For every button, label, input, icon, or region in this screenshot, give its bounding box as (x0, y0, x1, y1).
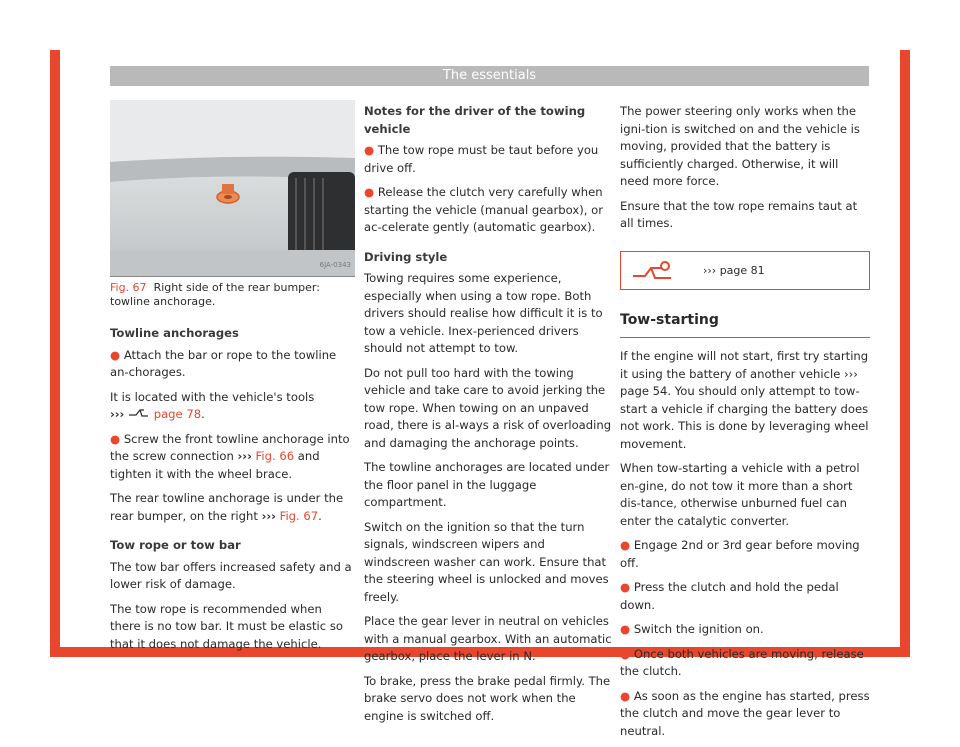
manual-icon (631, 258, 675, 282)
bullet-rope-taut: ● The tow rope must be taut before you drive off. (364, 143, 599, 175)
para-style-6: To brake, press the brake pedal firmly. The brake servo does not work when the engine is switched off. (364, 673, 611, 723)
heading-towline-anchorages: Towline anchorages (110, 326, 239, 340)
page-header: The essentials (110, 66, 869, 86)
bullet-release: ● Once both vehicles are moving, release the clutch. (620, 646, 864, 678)
bullet-press-clutch: ● Press the clutch and hold the pedal down. (620, 580, 839, 612)
column-middle (364, 103, 614, 732)
para-rope-1: The tow bar offers increased safety and a lower risk of damage. (110, 559, 352, 591)
para-style-1: Towing requires some experience, especially when using a tow rope. Both drivers should realise how difficult it is to tow a vehicle. Inex-perienced drivers should not attempt to tow. (364, 271, 603, 355)
figure-code: 6JA-0343 (319, 260, 351, 269)
column-right (620, 103, 870, 747)
para-style-2: Do not pull too hard with the towing vehicle and take care to avoid jerking the tow rope. When towing on an unpaved road, there is al-ways a risk of overloading and damaging the anchorage points. (364, 365, 612, 450)
tools-icon (128, 408, 150, 418)
heading-tow-rope: Tow rope or tow bar (110, 538, 241, 552)
bullet-attach: ● Attach the bar or rope to the towline an-chorages. (110, 347, 337, 379)
para-style-3: The towline anchorages are located under the floor panel in the luggage compartment. (364, 460, 610, 509)
para-tow-start-1: If the engine will not start, first try starting it using the battery of another vehicle ››› page 54. You should only attempt to tow-start a vehicle if charging the battery does not work. This is done by leveraging wheel movement. (620, 349, 869, 451)
para-tow-start-2: When tow-starting a vehicle with a petrol en-gine, do not tow it more than a short dis-tance, otherwise unburned fuel can enter the catalytic converter. (620, 461, 860, 528)
bullet-screw: ● Screw the front towline anchorage into the screw connection ››› Fig. 66 and tighten it with the wheel brace. (110, 431, 350, 481)
bullet-release-clutch: ● Release the clutch very carefully when starting the vehicle (manual gearbox), or ac-celerate gently (automatic gearbox). (364, 185, 604, 234)
figure-caption-text: Right side of the rear bumper: towline anchorage. (110, 281, 320, 308)
bullet-engage-gear: ● Engage 2nd or 3rd gear before moving off. (620, 538, 860, 570)
link-fig-66[interactable]: Fig. 66 (255, 449, 295, 463)
para-style-4: Switch on the ignition so that the turn signals, windscreen wipers and windscreen washer can work. Ensure that the steering wheel is unlocked and moves freely. (364, 519, 609, 604)
bullet-ignition-on: ● Switch the ignition on. (620, 622, 764, 636)
heading-driving-style: Driving style (364, 249, 448, 264)
para-rear-anchorage: The rear towline anchorage is under the rear bumper, on the right ››› Fig. 67. (110, 491, 344, 523)
para-style-5: Place the gear lever in neutral on vehicles with a manual gearbox. With an automatic gearbox, place the lever in N. (364, 614, 612, 663)
heading-notes-driver: Notes for the driver of the towing vehicle (364, 104, 586, 136)
para-tools: It is located with the vehicle's tools ››› page 78. (110, 389, 315, 421)
section-tow-starting: Tow-starting (620, 312, 870, 339)
column-left (110, 100, 355, 660)
page-content (60, 50, 900, 738)
figure-label: Fig. 67 (110, 281, 147, 294)
link-page-78[interactable]: page 78 (153, 407, 202, 421)
page-number: 53 (882, 634, 896, 647)
link-fig-67[interactable]: Fig. 67 (279, 508, 319, 523)
notice-page-link[interactable]: ››› page 81 (703, 263, 765, 277)
para-power-steering: The power steering only works when the igni-tion is switched on and the vehicle is moving, provided that the battery is sufficiently charged. Otherwise, it will need more force. (620, 104, 860, 188)
bumper-illustration (110, 100, 355, 276)
para-rope-taut: Ensure that the tow rope remains taut at all times. (620, 198, 858, 230)
notice-box (620, 251, 870, 290)
bullet-engine-started: ● As soon as the engine has started, press the clutch and move the gear lever to neutral. (620, 688, 870, 738)
figure-caption (110, 281, 355, 309)
page-frame (50, 50, 910, 738)
figure-bumper (110, 100, 355, 277)
para-rope-2: The tow rope is recommended when there is no tow bar. It must be elastic so that it does not damage the vehicle. (110, 601, 343, 651)
